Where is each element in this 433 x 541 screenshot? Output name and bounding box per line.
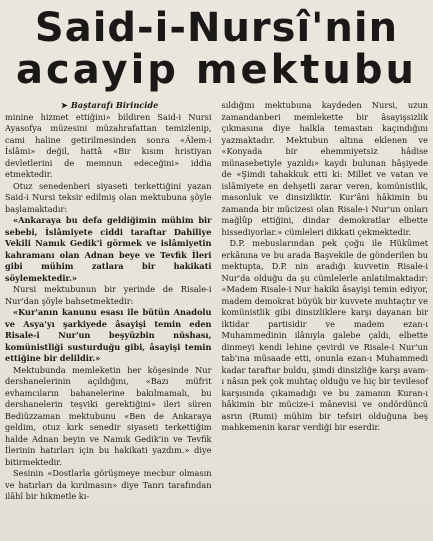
right-column xyxy=(222,100,429,503)
paragraph: Nursi mektubunun bir yerinde de Risale-i Nur'dan şöyle bahsetmektedir: xyxy=(5,284,212,306)
paragraph: Otuz senedenberi siyaseti terkettiğini yazan Said-i Nursi teksir edilmiş olan mektubuna şöyle başlamaktadır: xyxy=(5,180,212,214)
paragraph: Mektubunda memleketin her köşesinde Nur dershanelerinin açıldığını, «Bazı müfrit evhamcıların bahanelerine bakılmamalı, bu dershanelerin teşviki gerektiğini» ileri süren Bediüzzaman mektubunu «Ben de Ankaraya geldim, otuz kırk senedir siyaseti terkettiğim halde Adnan beyin ve Namık Gedik'in ve Tevfik İlerinin hatırları için bu hakikati yazdım.» diye bitirmektedir. xyxy=(5,364,212,467)
article-columns xyxy=(5,100,428,503)
paragraph: minine hizmet ettiğini» bildiren Said-i Nursi Ayasofya müzesini müzahrafattan temizlenip, cami haline getirilmesinden sonra «Âlem-i İslâmi» değil, hattâ «Bir kısım hristiyan devletlerini de memnun edeceğini» iddia etmektedir. xyxy=(5,111,212,179)
headline xyxy=(5,0,428,93)
headline-line-2: acayip mektubu xyxy=(16,47,417,93)
paragraph: Sesinin «Dostlarla görüşmeye mecbur olmasın ve hatırları da kırılmasın» diye Tanrı tarafından ilâhî bir hikmetle kı- xyxy=(5,468,212,501)
arrow-icon: ➤ xyxy=(61,100,68,110)
headline-line-1: Said-i-Nursî'nin xyxy=(34,5,399,51)
left-column xyxy=(5,100,212,503)
paragraph: sıldığını mektubuna kaydeden Nursi, uzun zamandanberi memlekette bir âsayişsizlik çıkmasına diye halkla temastan kaçındığını yazmaktadır. Mektubun altına eklenen ve «Konyada bir ehemmiyetsiz hâdise münasebetiyle yazıldı» kaydı bulunan hâşiyede de «Şimdi tahakkuk etti ki: Millet ve vatan ve islâmiyete en dehşetli zarar veren, komünistlik, masonluk ve dinsizliktir. Kur'âni hâkimin bu zamanda bir mücizesi olan Risale-i Nur'un onları mağlûp ettiğini, dindar demokratlar elbette hissediyorlar.» cümleleri dikkati çekmektedir. xyxy=(221,100,428,237)
quote-paragraph: «Ankaraya bu defa geldiğimin mühim bir sebebi, İslâmiyete ciddi taraftar Dahiliye Vekili Namık Gedik'i görmek ve islâmiyetin kahramanı olan Adnan beye ve Tevfik İleri gibi mühim zatlara bir hakikati söylemektedir.» xyxy=(5,215,212,283)
paragraph: D.P. mebuslarından pek çoğu ile Hükûmet erkânına ve bu arada Başvekile de gönderilen bu mektupta, D.P. nin aradığı kuvvetin Risale-i Nur'da olduğu da şu cümlelerle anlatılmaktadır: «Madem Risale-i Nur hakiki âsayişi temin ediyor, madem demokrat büyük bir kuvvete muhtaçtır ve komünistlik gibi dinsizliklere karşı dayanan bir iktidar partisidir ve madem ezan-ı Muhammedinin ilânıyla galebe çaldı, elbette dinmeyi kendi lehine çevirdi ve Risale-i Nur'un tab'ına müsaade etti, onunla ezan-ı Muhammedi kadar taraftar buldu, şimdi dinsizliğe karşı avam-ı nâsın pek çok muhtaç olduğu ve hiç bir tevilesof karşısında çıkamadığı ve bu zamanın Kuran-ı hâkimin bir mücize-i mânevisi ve ondördüncü asrın (Rumi) mühim bir tefsiri olduğuna beş mahkemenin karar verdiği bir eserdir. xyxy=(221,238,428,432)
continuation-note: ➤ Baştarafı Birincide xyxy=(5,100,212,112)
quote-paragraph: «Kur'anın kanunu esası ile bütün Anadolu ve Asya'yı şarkiyede âsayişi temin eden Risale-i Nur'un beşyüzbin nüshası, komünistliği susturduğu gibi, âsayişi temin ettiğine bir delildir.» xyxy=(5,307,212,363)
